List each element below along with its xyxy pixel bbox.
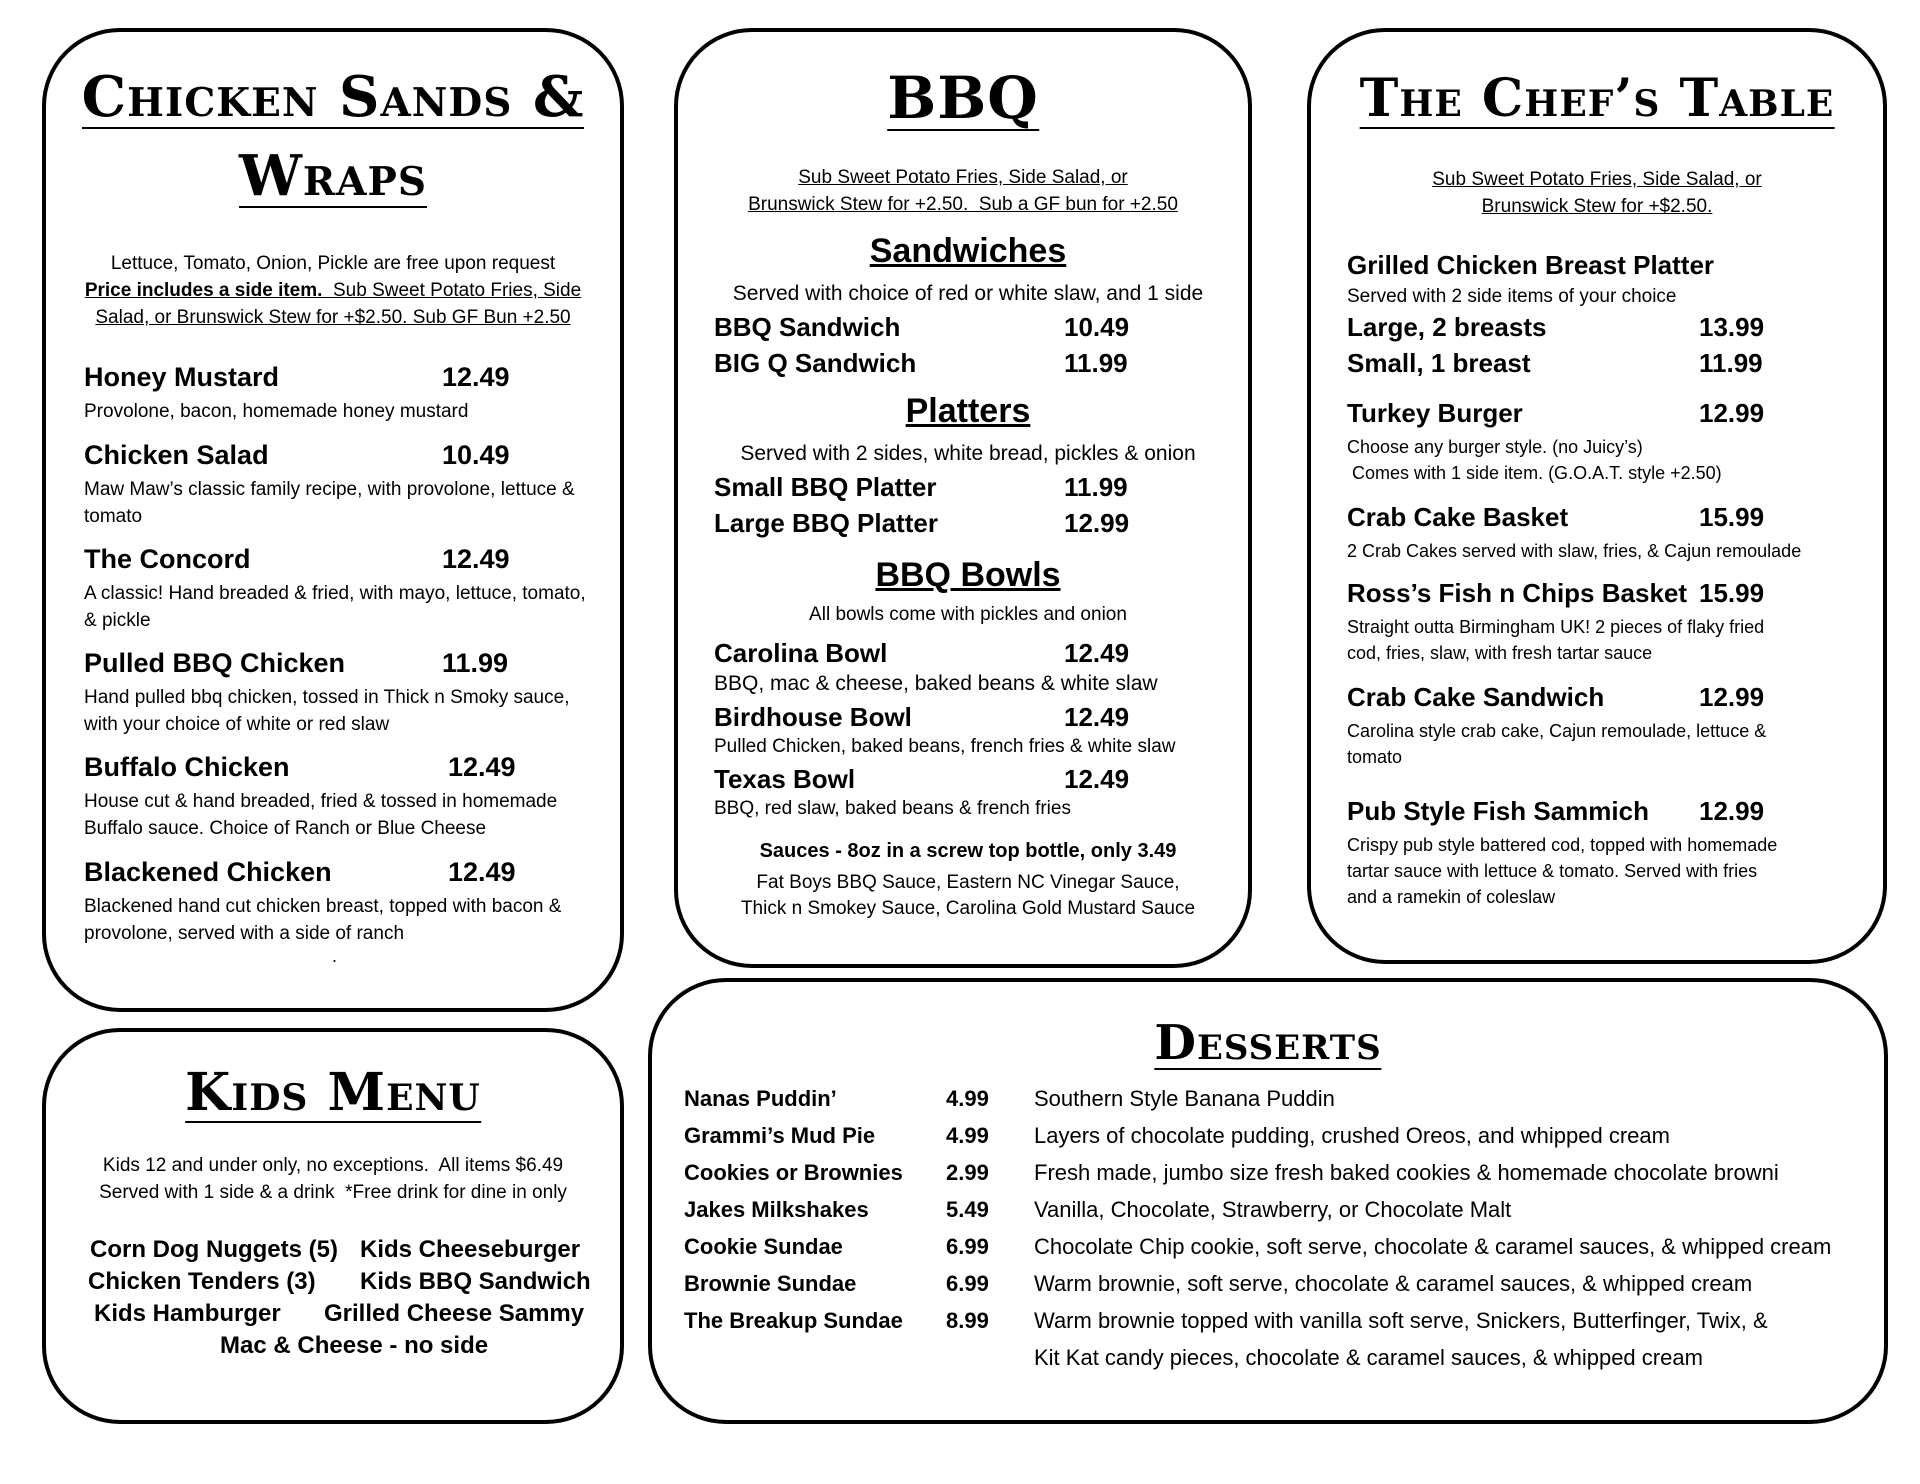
item-price: 15.99 <box>1699 502 1765 532</box>
platters-heading: Platters <box>905 392 1031 430</box>
chicken-sands-panel <box>42 28 624 1012</box>
chef-title: The Chef’s Table <box>1359 68 1835 129</box>
item-desc <box>1347 434 1863 486</box>
item-desc <box>1347 832 1863 910</box>
dessert-row <box>684 1271 1854 1308</box>
sauces-line2: Thick n Smokey Sauce, Carolina Gold Mustard Sauce <box>740 898 1196 919</box>
item-name: Crab Cake Sandwich <box>1347 682 1605 712</box>
row-name: Large, 2 breasts <box>1347 312 1547 342</box>
row-name: Carolina Bowl <box>714 638 888 668</box>
platter-name: Grilled Chicken Breast Platter <box>1347 250 1715 280</box>
item-name: Blackened Chicken <box>84 857 332 887</box>
dessert-name: Cookies or Brownies <box>684 1160 903 1185</box>
item-desc <box>1347 538 1863 564</box>
item-desc: A classic! Hand breaded & fried, with mayo, lettuce, tomato, & pickle <box>84 583 586 631</box>
dessert-name: Nanas Puddin’ <box>684 1086 837 1111</box>
platter-option <box>1347 348 1863 382</box>
chicken-items <box>84 362 590 982</box>
item-name: Crab Cake Basket <box>1347 502 1569 532</box>
item-desc-line: Carolina style crab cake, Cajun remoulade, lettuce & <box>1347 721 1767 741</box>
chef-note-line1: Sub Sweet Potato Fries, Side Salad, or <box>1432 169 1762 190</box>
trailing-dot: . <box>332 946 338 966</box>
row-name: Large BBQ Platter <box>714 508 938 538</box>
row-price: 11.99 <box>1699 348 1763 378</box>
chicken-note-line1: Lettuce, Tomato, Onion, Pickle are free upon request <box>110 253 556 274</box>
item-price: 12.49 <box>448 752 516 782</box>
chicken-title-line2: Wraps <box>238 142 428 209</box>
item-desc-line: Straight outta Birmingham UK! 2 pieces of flaky fried <box>1347 617 1765 637</box>
chicken-note <box>66 250 600 331</box>
chicken-title-line1: Chicken Sands & <box>81 64 585 130</box>
kids-item: Kids Cheeseburger <box>360 1236 581 1263</box>
item-desc <box>1347 718 1863 770</box>
kids-item: Kids BBQ Sandwich <box>360 1268 591 1295</box>
dessert-name: Cookie Sundae <box>684 1234 843 1259</box>
chicken-note-line2-rest: Sub Sweet Potato Fries, Side <box>322 280 582 301</box>
chicken-note-line3: Salad, or Brunswick Stew for +$2.50. Sub GF Bun +2.50 <box>95 307 571 328</box>
dessert-name: Grammi’s Mud Pie <box>684 1123 876 1148</box>
dessert-name: The Breakup Sundae <box>684 1308 903 1333</box>
item-price: 15.99 <box>1699 578 1765 608</box>
platters-note: Served with 2 sides, white bread, pickles & onion <box>740 442 1196 465</box>
row-price: 11.99 <box>1064 472 1128 502</box>
bowls-heading: BBQ Bowls <box>875 556 1061 594</box>
dessert-row <box>684 1123 1854 1160</box>
desserts-list <box>684 1086 1854 1386</box>
item-desc-line: and a ramekin of coleslaw <box>1347 887 1556 907</box>
row-price: 10.49 <box>1064 312 1130 342</box>
item-name: Chicken Salad <box>84 440 269 470</box>
dessert-name: Brownie Sundae <box>684 1271 857 1296</box>
dessert-row-continuation <box>684 1345 1854 1382</box>
row-desc: BBQ, red slaw, baked beans & french fries <box>714 798 1071 819</box>
bbq-bowl <box>714 702 1222 757</box>
desserts-panel <box>648 978 1888 1424</box>
item-desc: Provolone, bacon, homemade honey mustard <box>84 401 469 422</box>
row-name: BBQ Sandwich <box>714 312 901 342</box>
kids-item: Chicken Tenders (3) <box>88 1268 316 1295</box>
kids-item: Grilled Cheese Sammy <box>324 1300 585 1327</box>
bbq-bowl <box>714 638 1222 695</box>
dessert-desc: Layers of chocolate pudding, crushed Oreos, and whipped cream <box>1034 1123 1670 1148</box>
bbq-row <box>714 508 1222 542</box>
item-desc-line: tartar sauce with lettuce & tomato. Served with fries <box>1347 861 1758 881</box>
kids-note <box>56 1152 610 1206</box>
kids-item: Corn Dog Nuggets (5) <box>90 1236 338 1263</box>
row-price: 12.99 <box>1064 508 1130 538</box>
dessert-desc: Southern Style Banana Puddin <box>1034 1086 1335 1111</box>
chef-body <box>1347 32 1863 952</box>
item-price: 12.49 <box>442 362 510 392</box>
item-name: Pulled BBQ Chicken <box>84 648 346 678</box>
row-price: 12.49 <box>1064 702 1130 732</box>
dessert-row <box>684 1160 1854 1197</box>
item-name: Ross’s Fish n Chips Basket <box>1347 578 1688 608</box>
row-desc: Pulled Chicken, baked beans, french fries & white slaw <box>714 736 1176 757</box>
dessert-desc: Kit Kat candy pieces, chocolate & caramel sauces, & whipped cream <box>1034 1345 1703 1370</box>
kids-note-line1: Kids 12 and under only, no exceptions. All items $6.49 <box>102 1155 564 1176</box>
row-name: Small, 1 breast <box>1347 348 1531 378</box>
row-price: 13.99 <box>1699 312 1765 342</box>
item-desc: Blackened hand cut chicken breast, topped with bacon & provolone, served with a side of ranch <box>84 896 562 944</box>
chefs-table-panel <box>1307 28 1887 964</box>
sauces-line1: Fat Boys BBQ Sauce, Eastern NC Vinegar Sauce, <box>756 872 1180 893</box>
dessert-desc: Warm brownie topped with vanilla soft serve, Snickers, Butterfinger, Twix, & <box>1034 1308 1768 1333</box>
sauces-heading: Sauces - 8oz in a screw top bottle, only 3.49 <box>759 840 1177 862</box>
dessert-desc: Warm brownie, soft serve, chocolate & caramel sauces, & whipped cream <box>1034 1271 1753 1296</box>
item-price: 12.49 <box>448 857 516 887</box>
row-name: Small BBQ Platter <box>714 472 937 502</box>
chicken-note-line2 <box>66 277 600 304</box>
dessert-price: 6.99 <box>946 1271 989 1296</box>
row-desc: BBQ, mac & cheese, baked beans & white slaw <box>714 672 1158 695</box>
item-name: Pub Style Fish Sammich <box>1347 796 1649 826</box>
platter-option <box>1347 312 1863 346</box>
dessert-row <box>684 1086 1854 1123</box>
item-desc: Maw Maw’s classic family recipe, with provolone, lettuce & tomato <box>84 479 575 527</box>
dessert-row <box>684 1308 1854 1345</box>
dessert-price: 4.99 <box>946 1086 989 1111</box>
item-price: 10.49 <box>442 440 510 470</box>
sandwiches-heading: Sandwiches <box>869 232 1067 270</box>
item-desc: House cut & hand breaded, fried & tossed in homemade Buffalo sauce. Choice of Ranch or Blue Cheese <box>84 791 558 839</box>
item-name: Honey Mustard <box>84 362 280 392</box>
kids-menu-panel <box>42 1028 624 1424</box>
item-price: 12.99 <box>1699 796 1765 826</box>
item-desc-line: tomato <box>1347 747 1403 767</box>
dessert-row <box>684 1197 1854 1234</box>
dessert-desc: Chocolate Chip cookie, soft serve, chocolate & caramel sauces, & whipped cream <box>1034 1234 1832 1259</box>
bbq-note-line1: Sub Sweet Potato Fries, Side Salad, or <box>798 167 1128 188</box>
bbq-row <box>714 312 1222 346</box>
item-name: The Concord <box>84 544 251 574</box>
chef-note-line2: Brunswick Stew for +$2.50. <box>1481 196 1713 217</box>
kids-title: Kids Menu <box>185 1062 481 1123</box>
item-price: 12.49 <box>442 544 510 574</box>
platter-desc: Served with 2 side items of your choice <box>1347 286 1677 307</box>
sandwiches-note: Served with choice of red or white slaw, and 1 side <box>732 282 1204 305</box>
chicken-note-bold: Price includes a side item. <box>84 280 323 301</box>
bowls-note: All bowls come with pickles and onion <box>809 604 1127 625</box>
item-desc-line: cod, fries, slaw, with fresh tartar sauce <box>1347 643 1653 663</box>
dessert-price: 8.99 <box>946 1308 989 1333</box>
chicken-title <box>46 64 620 209</box>
kids-item: Kids Hamburger <box>94 1300 281 1327</box>
kids-note-line2: Served with 1 side & a drink *Free drink for dine in only <box>99 1182 567 1203</box>
item-desc-line: 2 Crab Cakes served with slaw, fries, & Cajun remoulade <box>1347 541 1802 561</box>
dessert-desc: Vanilla, Chocolate, Strawberry, or Chocolate Malt <box>1034 1197 1512 1222</box>
item-desc <box>1347 614 1863 666</box>
bbq-body <box>714 32 1222 962</box>
item-desc-line: Crispy pub style battered cod, topped with homemade <box>1347 835 1778 855</box>
row-price: 12.49 <box>1064 638 1130 668</box>
row-price: 11.99 <box>1064 348 1128 378</box>
dessert-price: 6.99 <box>946 1234 989 1259</box>
row-name: BIG Q Sandwich <box>714 348 917 378</box>
item-desc-line: Choose any burger style. (no Juicy’s) <box>1347 437 1643 457</box>
item-name: Buffalo Chicken <box>84 752 290 782</box>
bbq-panel <box>674 28 1252 968</box>
kids-item: Mac & Cheese - no side <box>220 1332 489 1359</box>
bbq-row <box>714 348 1222 382</box>
desserts-title: Desserts <box>1154 1015 1382 1071</box>
bbq-title: BBQ <box>887 64 1039 132</box>
dessert-name: Jakes Milkshakes <box>684 1197 869 1222</box>
item-name: Turkey Burger <box>1347 398 1523 428</box>
item-price: 11.99 <box>442 648 509 678</box>
item-price: 12.99 <box>1699 398 1765 428</box>
item-price: 12.99 <box>1699 682 1765 712</box>
bbq-row <box>714 472 1222 506</box>
row-name: Texas Bowl <box>714 764 856 794</box>
row-price: 12.49 <box>1064 764 1130 794</box>
bbq-note-line2: Brunswick Stew for +2.50. Sub a GF bun for +2.50 <box>748 194 1178 215</box>
dessert-price: 4.99 <box>946 1123 989 1148</box>
bbq-bowl <box>714 764 1222 819</box>
item-desc-line: Comes with 1 side item. (G.O.A.T. style +2.50) <box>1347 463 1722 483</box>
row-name: Birdhouse Bowl <box>714 702 912 732</box>
dessert-desc: Fresh made, jumbo size fresh baked cookies & homemade chocolate browni <box>1034 1160 1779 1185</box>
dessert-price: 5.49 <box>946 1197 989 1222</box>
item-desc: Hand pulled bbq chicken, tossed in Thick n Smoky sauce, with your choice of white or red slaw <box>84 687 570 735</box>
dessert-price: 2.99 <box>946 1160 989 1185</box>
dessert-row <box>684 1234 1854 1271</box>
